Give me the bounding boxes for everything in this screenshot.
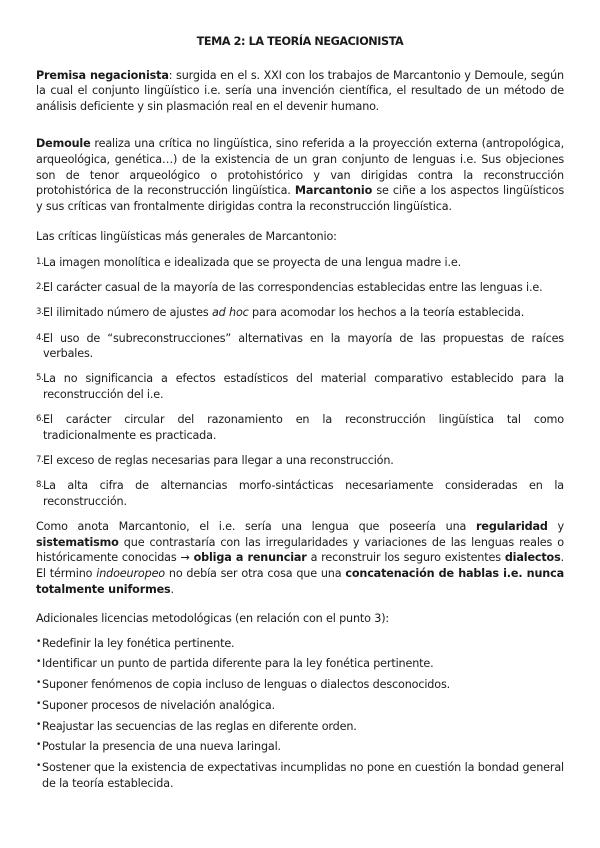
paragraph-text: y bbox=[547, 520, 564, 534]
list-text: Reajustar las secuencias de las reglas en diferente orden. bbox=[42, 719, 357, 733]
list-item bbox=[36, 371, 564, 402]
list-number: 8. bbox=[36, 480, 44, 491]
list-number: 6. bbox=[36, 414, 44, 425]
list-item bbox=[36, 478, 564, 509]
premise-label: Premisa negacionista bbox=[36, 68, 169, 82]
paragraph-text: Como anota Marcantonio, el i.e. sería una lengua que poseería una bbox=[36, 520, 477, 534]
bullet-icon: • bbox=[36, 719, 42, 730]
list-text: La alta cifra de alternancias morfo-sintácticas necesariamente consideradas en la reconstrucción. bbox=[43, 479, 564, 508]
list-text: Sostener que la existencia de expectativas incumplidas no pone en cuestión la bondad general de la teoría establecida. bbox=[42, 760, 564, 790]
list-item bbox=[36, 719, 564, 735]
marcantonio-name: Marcantonio bbox=[294, 184, 373, 198]
list-number: 3. bbox=[36, 307, 44, 318]
bullet-icon: • bbox=[36, 636, 42, 647]
criticism-list bbox=[36, 255, 564, 509]
marcantonio-paragraph bbox=[36, 519, 564, 597]
list-number: 2. bbox=[36, 282, 44, 293]
list-item bbox=[36, 412, 564, 443]
bullet-icon: • bbox=[36, 698, 42, 709]
list-text: Suponer procesos de nivelación analógica. bbox=[42, 698, 275, 712]
list-item bbox=[36, 255, 564, 271]
italic-term: indoeuropeo bbox=[96, 567, 165, 580]
list-italic: ad hoc bbox=[211, 306, 249, 320]
list-text: Identificar un punto de partida diferente para la ley fonética pertinente. bbox=[42, 657, 434, 671]
list-text: La no significancia a efectos estadísticos del material comparativo establecido para la reconstrucción del i.e. bbox=[43, 372, 564, 401]
emphasis: dialectos bbox=[504, 551, 561, 565]
list-text: La imagen monolítica e idealizada que se proyecta de una lengua madre i.e. bbox=[43, 255, 462, 269]
paragraph-text: no debía ser otra cosa que una bbox=[165, 567, 346, 580]
list-number: 1. bbox=[36, 256, 44, 267]
list-item bbox=[36, 453, 564, 469]
criticism-intro: Las críticas lingüísticas más generales de Marcantonio: bbox=[36, 230, 337, 244]
list-item bbox=[36, 677, 564, 693]
list-item bbox=[36, 280, 564, 296]
list-number: 5. bbox=[36, 373, 44, 384]
paragraph-text: a reconstruir los seguro existentes bbox=[306, 551, 505, 565]
list-item bbox=[36, 698, 564, 714]
document-page bbox=[36, 34, 564, 796]
list-number: 7. bbox=[36, 454, 44, 465]
list-text: El carácter casual de la mayoría de las correspondencias establecidas entre las lenguas i.e. bbox=[43, 281, 543, 295]
list-text: para acomodar los hechos a la teoría establecida. bbox=[248, 306, 525, 320]
demoule-name: Demoule bbox=[36, 137, 91, 151]
bullet-icon: • bbox=[36, 678, 42, 689]
emphasis: obliga a renunciar bbox=[193, 551, 307, 565]
bullet-icon: • bbox=[36, 657, 42, 668]
demoule-text: realiza una crítica no lingüística, sino referida a la proyección externa (antropológica, arqueológica, genética…) de la existencia de un gran conjunto de lenguas i.e. Sus objeciones son de tenor arqueológico o protohistórico y van dirigidas contra la reconstrucción protohistórica de la reconstrucción lingüística. bbox=[36, 137, 564, 198]
additional-intro: Adicionales licencias metodológicas (en relación con el punto 3): bbox=[36, 612, 390, 626]
premise-text: : surgida en el s. XXI con los trabajos de Marcantonio y Demoule, según la cual el conjunto lingüístico i.e. sería una invención científica, el resultado de un método de análisis deficiente y sin plasmación real en el devenir humano. bbox=[36, 68, 564, 113]
license-list bbox=[36, 636, 564, 791]
demoule-paragraph bbox=[36, 136, 564, 214]
list-item bbox=[36, 760, 564, 791]
list-item bbox=[36, 636, 564, 652]
emphasis: concatenación de hablas i.e. nunca totalmente uniformes bbox=[36, 567, 564, 596]
page-title: TEMA 2: LA TEORÍA NEGACIONISTA bbox=[196, 35, 404, 48]
list-text: El uso de “subreconstrucciones” alternativas en la mayoría de las propuestas de raíces verbales. bbox=[43, 331, 564, 361]
list-item bbox=[36, 305, 564, 321]
list-text: El ilimitado número de ajustes bbox=[43, 306, 212, 320]
list-number: 4. bbox=[36, 332, 44, 343]
bullet-icon: • bbox=[36, 760, 42, 771]
list-item bbox=[36, 739, 564, 755]
list-text: Suponer fenómenos de copia incluso de lenguas o dialectos desconocidos. bbox=[42, 678, 451, 692]
list-item bbox=[36, 656, 564, 672]
list-text: Postular la presencia de una nueva laringal. bbox=[42, 740, 281, 754]
bullet-icon: • bbox=[36, 740, 42, 751]
paragraph-text: que contrastaría con las irregularidades y variaciones de las lenguas reales o históricamente conocidas → bbox=[36, 535, 564, 565]
emphasis: sistematismo bbox=[36, 535, 119, 549]
paragraph-text: . bbox=[170, 582, 174, 596]
list-text: El exceso de reglas necesarias para llegar a una reconstrucción. bbox=[43, 453, 394, 467]
list-text: El carácter circular del razonamiento en la reconstrucción lingüística tal como tradicionalmente es practicada. bbox=[43, 413, 564, 442]
emphasis: regularidad bbox=[476, 520, 548, 534]
premise-paragraph bbox=[36, 68, 564, 115]
list-item bbox=[36, 331, 564, 362]
list-text: Redefinir la ley fonética pertinente. bbox=[42, 636, 235, 650]
paragraph-text: . El término bbox=[36, 551, 565, 580]
marcantonio-text: se ciñe a los aspectos lingüísticos y sus críticas van frontalmente dirigidas contra la reconstrucción lingüística. bbox=[36, 184, 565, 213]
